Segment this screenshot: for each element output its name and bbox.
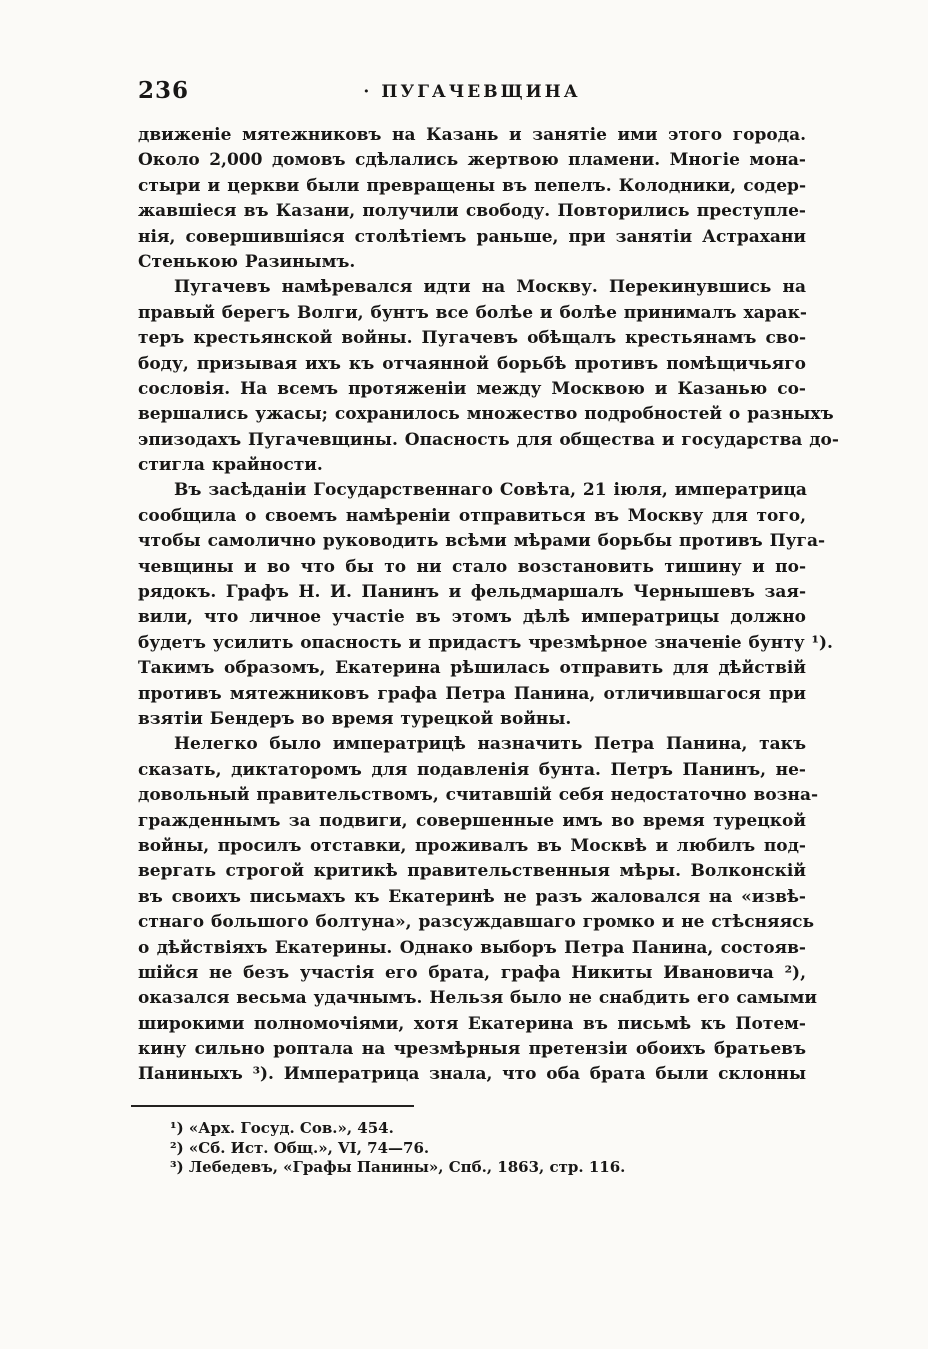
- paragraph: [138, 123, 806, 275]
- title-text: ПУГАЧЕВЩИНА: [381, 82, 581, 102]
- paragraph: [138, 275, 839, 478]
- text-line: сословія. На всемъ протяженіи между Москвою и Казанью со-: [138, 378, 806, 399]
- text-line: вергать строгой критикѣ правительственныя мѣры. Волконскій: [138, 861, 806, 882]
- text-line: чевщины и во что бы то ни стало возстановить тишину и по-: [138, 556, 806, 577]
- text-line: въ своихъ письмахъ къ Екатеринѣ не разъ жаловался на «извѣ-: [138, 886, 806, 907]
- running-title: [138, 82, 806, 102]
- text-line: оказался весьма удачнымъ. Нельзя было не снабдить его самыми: [138, 988, 817, 1009]
- footnote-item: ²) «Сб. Ист. Общ.», VI, 74—76.: [170, 1138, 430, 1157]
- text-line: Нелегко было императрицѣ назначить Петра Панина, такъ: [174, 734, 806, 755]
- paragraph: [138, 478, 833, 732]
- text-line: вершались ужасы; сохранилось множество подробностей о разныхъ: [138, 404, 834, 425]
- text-line: правый берегъ Волги, бунтъ все болѣе и болѣе принималъ харак-: [138, 302, 807, 323]
- text-line: Стенькою Разинымъ.: [138, 251, 356, 272]
- text-line: рядокъ. Графъ Н. И. Панинъ и фельдмаршалъ Чернышевъ зая-: [138, 582, 806, 603]
- text-line: сообщила о своемъ намѣреніи отправиться въ Москву для того,: [138, 505, 806, 526]
- text-line: теръ крестьянской войны. Пугачевъ обѣщалъ крестьянамъ сво-: [138, 328, 806, 349]
- footnotes: [138, 1119, 806, 1178]
- body-text: [138, 123, 839, 1088]
- footnote-item: ¹) «Арх. Госуд. Сов.», 454.: [170, 1118, 394, 1137]
- text-line: движеніе мятежниковъ на Казань и занятіе ими этого города.: [138, 125, 806, 145]
- page-header: [138, 78, 806, 106]
- text-line: Пугачевъ намѣревался идти на Москву. Перекинувшись на: [174, 277, 806, 298]
- text-line: чтобы самолично руководить всѣми мѣрами борьбы противъ Пуга-: [138, 531, 826, 552]
- text-line: довольный правительствомъ, считавшій себя недостаточно возна-: [138, 785, 819, 806]
- text-line: боду, призывая ихъ къ отчаянной борьбѣ противъ помѣщичьяго: [138, 353, 806, 374]
- footnote-item: ³) Лебедевъ, «Графы Панины», Спб., 1863, стр. 116.: [170, 1158, 626, 1177]
- text-line: сказать, диктаторомъ для подавленія бунта. Петръ Панинъ, не-: [138, 759, 806, 780]
- text-line: шійся не безъ участія его брата, графа Никиты Ивановича ²),: [138, 962, 806, 983]
- paragraph: [138, 732, 819, 1087]
- text-line: нія, совершившіяся столѣтіемъ раньше, при занятіи Астрахани: [138, 226, 806, 247]
- page-number: 236: [138, 77, 190, 104]
- text-line: взятіи Бендеръ во время турецкой войны.: [138, 708, 572, 729]
- text-line: Въ засѣданіи Государственнаго Совѣта, 21 іюля, императрица: [174, 480, 807, 501]
- text-line: стыри и церкви были превращены въ пепелъ. Колодники, содер-: [138, 175, 806, 196]
- text-line: Паниныхъ ³). Императрица знала, что оба брата были склонны: [138, 1064, 806, 1085]
- text-line: жавшіеся въ Казани, получили свободу. Повторились преступле-: [138, 201, 806, 222]
- text-line: Около 2,000 домовъ сдѣлались жертвою пламени. Многіе мона-: [138, 150, 806, 171]
- text-line: стнаго большого болтуна», разсуждавшаго громко и не стѣсняясь: [138, 912, 815, 933]
- text-line: о дѣйствіяхъ Екатерины. Однако выборъ Петра Панина, состояв-: [138, 937, 806, 958]
- text-line: гражденнымъ за подвиги, совершенные имъ во время турецкой: [138, 810, 806, 831]
- text-line: широкими полномочіями, хотя Екатерина въ письмѣ къ Потем-: [138, 1013, 806, 1034]
- text-line: стигла крайности.: [138, 455, 323, 476]
- text-line: эпизодахъ Пугачевщины. Опасность для общества и государства до-: [138, 429, 839, 450]
- text-line: кину сильно роптала на чрезмѣрныя претензіи обоихъ братьевъ: [138, 1039, 806, 1060]
- text-line: вили, что личное участіе въ этомъ дѣлѣ императрицы должно: [138, 607, 806, 628]
- footnote-separator: [131, 1105, 414, 1107]
- text-line: противъ мятежниковъ графа Петра Панина, отличившагося при: [138, 683, 806, 704]
- title-dot: ·: [363, 82, 370, 102]
- text-line: войны, просилъ отставки, проживалъ въ Москвѣ и любилъ под-: [138, 835, 806, 856]
- text-line: будетъ усилить опасность и придастъ чрезмѣрное значеніе бунту ¹).: [138, 632, 833, 653]
- text-line: Такимъ образомъ, Екатерина рѣшилась отправить для дѣйствій: [138, 658, 806, 679]
